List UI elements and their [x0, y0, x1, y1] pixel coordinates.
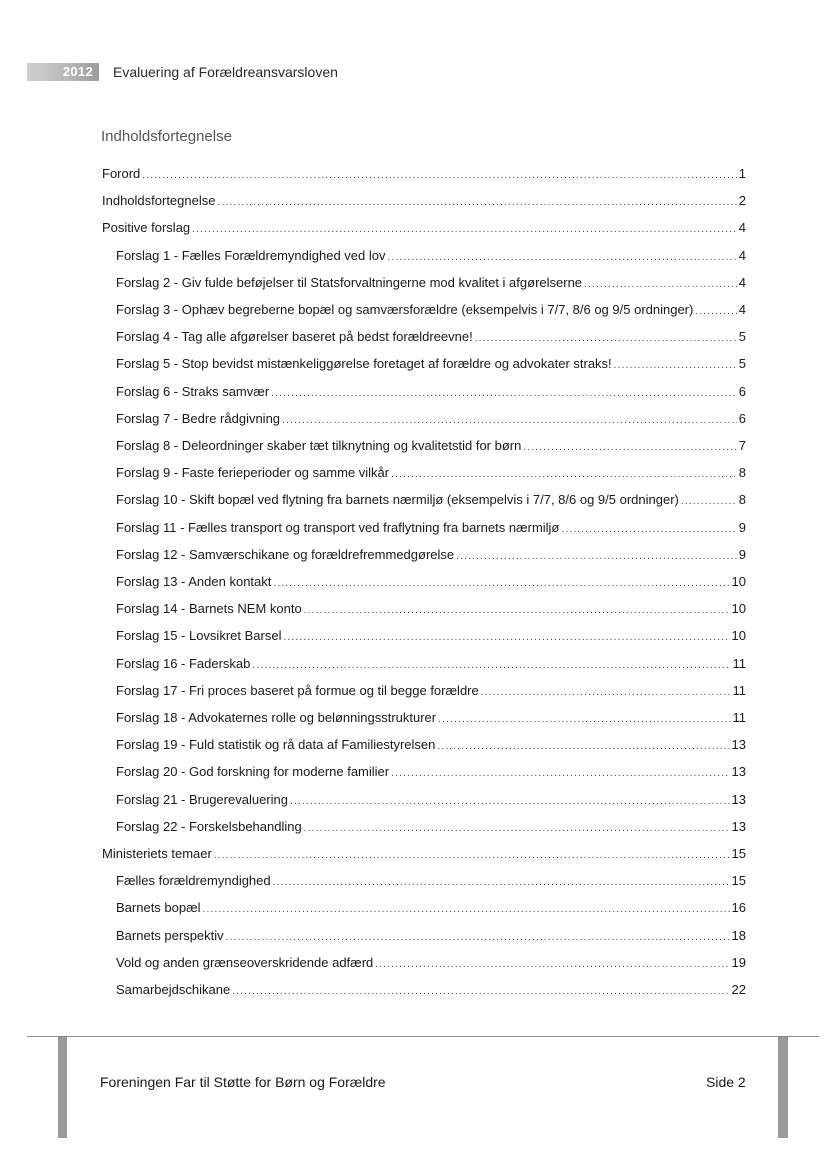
toc-entry-label: Forslag 19 - Fuld statistik og rå data af Familiestyrelsen	[116, 737, 436, 752]
toc-entry-page: 13	[731, 792, 746, 807]
toc-entry[interactable]	[116, 900, 746, 918]
footer-page-number: Side 2	[706, 1074, 746, 1090]
toc-entry-label: Forslag 1 - Fælles Forældremyndighed ved lov	[116, 248, 386, 263]
toc-leader-dots	[226, 932, 730, 943]
toc-entry-page: 1	[738, 166, 746, 181]
toc-entry-page: 10	[731, 601, 746, 616]
toc-entry-page: 9	[738, 547, 746, 562]
toc-entry-label: Forslag 17 - Fri proces baseret på formue og til begge forældre	[116, 683, 479, 698]
toc-leader-dots	[192, 224, 737, 235]
year-label: 2012	[62, 64, 93, 79]
toc-entry-page: 7	[738, 438, 746, 453]
toc-leader-dots	[437, 741, 729, 752]
toc-entry-label: Samarbejdschikane	[116, 982, 231, 997]
toc-entry-page: 5	[738, 329, 746, 344]
toc-entry-label: Barnets perspektiv	[116, 928, 224, 943]
document-title: Evaluering af Forældreansvarsloven	[113, 64, 338, 80]
toc-entry-label: Forslag 7 - Bedre rådgivning	[116, 411, 281, 426]
toc-entry-label: Forslag 13 - Anden kontakt	[116, 574, 272, 589]
toc-leader-dots	[142, 170, 736, 181]
toc-leader-dots	[273, 578, 729, 589]
footer-organization: Foreningen Far til Støtte for Børn og Forældre	[100, 1074, 386, 1090]
toc-leader-dots	[523, 442, 736, 453]
toc-entry-label: Forslag 12 - Samværschikane og forældrefremmedgørelse	[116, 547, 455, 562]
toc-entry-page: 4	[738, 302, 746, 317]
toc-entry[interactable]	[116, 520, 746, 538]
toc-leader-dots	[232, 986, 729, 997]
toc-entry[interactable]	[116, 547, 746, 565]
toc-leader-dots	[252, 660, 730, 671]
footer-right-bar	[778, 1037, 788, 1138]
toc-leader-dots	[203, 904, 730, 915]
toc-entry[interactable]	[102, 220, 746, 238]
toc-leader-dots	[438, 714, 730, 725]
toc-leader-dots	[214, 850, 730, 861]
toc-entry-page: 4	[738, 275, 746, 290]
toc-entry[interactable]	[116, 302, 746, 320]
footer-left-bar	[58, 1037, 67, 1138]
toc-entry-page: 8	[738, 492, 746, 507]
toc-entry[interactable]	[116, 329, 746, 347]
toc-leader-dots	[391, 768, 729, 779]
toc-entry-page: 22	[731, 982, 746, 997]
toc-entry-label: Indholdsfortegnelse	[102, 193, 216, 208]
toc-entry[interactable]	[116, 574, 746, 592]
toc-entry-label: Forord	[102, 166, 141, 181]
toc-leader-dots	[481, 687, 731, 698]
toc-entry[interactable]	[116, 438, 746, 456]
toc-entry-label: Forslag 21 - Brugerevaluering	[116, 792, 288, 807]
toc-leader-dots	[584, 279, 737, 290]
toc-leader-dots	[271, 388, 737, 399]
toc-entry-label: Forslag 3 - Ophæv begreberne bopæl og samværsforældre (eksempelvis i 7/7, 8/6 og 9/5 ordninger)	[116, 302, 694, 317]
toc-entry[interactable]	[116, 601, 746, 619]
toc-entry-page: 19	[731, 955, 746, 970]
toc-entry-page: 5	[738, 356, 746, 371]
toc-entry[interactable]	[116, 873, 746, 891]
toc-entry-label: Forslag 9 - Faste ferieperioder og samme vilkår	[116, 465, 390, 480]
toc-entry[interactable]	[116, 710, 746, 728]
toc-leader-dots	[475, 333, 737, 344]
toc-entry[interactable]	[116, 384, 746, 402]
toc-entry-page: 13	[731, 737, 746, 752]
toc-leader-dots	[304, 605, 730, 616]
toc-entry[interactable]	[116, 737, 746, 755]
toc-entry[interactable]	[102, 846, 746, 864]
toc-entry-label: Forslag 22 - Forskelsbehandling	[116, 819, 302, 834]
toc-leader-dots	[681, 496, 737, 507]
toc-leader-dots	[290, 796, 730, 807]
toc-leader-dots	[304, 823, 730, 834]
toc-entry-label: Vold og anden grænseoverskridende adfærd	[116, 955, 374, 970]
toc-entry-page: 6	[738, 411, 746, 426]
toc-entry[interactable]	[116, 656, 746, 674]
toc-entry-label: Forslag 15 - Lovsikret Barsel	[116, 628, 282, 643]
footer-divider	[27, 1036, 819, 1037]
toc-entry-label: Forslag 5 - Stop bevidst mistænkeliggørelse foretaget af forældre og advokater straks!	[116, 356, 612, 371]
toc-entry[interactable]	[116, 492, 746, 510]
toc-entry[interactable]	[116, 411, 746, 429]
toc-entry-label: Forslag 6 - Straks samvær	[116, 384, 270, 399]
toc-leader-dots	[273, 877, 730, 888]
toc-entry[interactable]	[116, 982, 746, 1000]
toc-entry-label: Forslag 10 - Skift bopæl ved flytning fra barnets nærmiljø (eksempelvis i 7/7, 8/6 og 9/5 ordninger)	[116, 492, 679, 507]
year-badge	[27, 63, 99, 81]
toc-entry-page: 4	[738, 248, 746, 263]
toc-entry[interactable]	[116, 928, 746, 946]
toc-entry-label: Forslag 11 - Fælles transport og transport ved fraflytning fra barnets nærmiljø	[116, 520, 560, 535]
toc-entry[interactable]	[102, 193, 746, 211]
toc-entry-label: Forslag 20 - God forskning for moderne familier	[116, 764, 390, 779]
toc-entry[interactable]	[116, 764, 746, 782]
toc-leader-dots	[695, 306, 736, 317]
toc-entry[interactable]	[116, 819, 746, 837]
toc-entry-label: Forslag 14 - Barnets NEM konto	[116, 601, 302, 616]
toc-entry-label: Forslag 18 - Advokaternes rolle og belønningsstrukturer	[116, 710, 437, 725]
toc-entry-page: 2	[738, 193, 746, 208]
toc-leader-dots	[375, 959, 729, 970]
toc-leader-dots	[283, 632, 729, 643]
toc-entry[interactable]	[116, 628, 746, 646]
toc-leader-dots	[217, 197, 736, 208]
toc-entry-page: 16	[731, 900, 746, 915]
toc-entry-page: 9	[738, 520, 746, 535]
toc-entry-page: 11	[732, 683, 746, 698]
toc-entry-label: Fælles forældremyndighed	[116, 873, 271, 888]
toc-leader-dots	[391, 469, 737, 480]
toc-entry[interactable]	[116, 683, 746, 701]
toc-entry[interactable]	[116, 465, 746, 483]
toc-entry-page: 15	[731, 846, 746, 861]
toc-entry-label: Forslag 16 - Faderskab	[116, 656, 251, 671]
toc-entry-page: 6	[738, 384, 746, 399]
toc-leader-dots	[561, 524, 736, 535]
toc-entry-label: Positive forslag	[102, 220, 191, 235]
toc-entry-label: Ministeriets temaer	[102, 846, 212, 861]
toc-entry[interactable]	[116, 792, 746, 810]
toc-leader-dots	[282, 415, 737, 426]
toc-entry-page: 10	[731, 574, 746, 589]
toc-entry-page: 4	[738, 220, 746, 235]
toc-entry-label: Barnets bopæl	[116, 900, 201, 915]
toc-entry-page: 13	[731, 819, 746, 834]
toc-entry[interactable]	[116, 955, 746, 973]
toc-leader-dots	[388, 252, 737, 263]
toc-entry-page: 10	[731, 628, 746, 643]
toc-entry[interactable]	[116, 356, 746, 374]
toc-leader-dots	[614, 360, 737, 371]
toc-entry-label: Forslag 4 - Tag alle afgørelser baseret på bedst forældreevne!	[116, 329, 473, 344]
toc-entry-page: 8	[738, 465, 746, 480]
toc-entry-label: Forslag 8 - Deleordninger skaber tæt tilknytning og kvalitetstid for børn	[116, 438, 522, 453]
toc-entry-page: 11	[732, 710, 746, 725]
toc-entry[interactable]	[102, 166, 746, 184]
toc-entry-page: 15	[731, 873, 746, 888]
toc-entry-page: 11	[732, 656, 746, 671]
toc-leader-dots	[456, 551, 737, 562]
toc-entry-page: 13	[731, 764, 746, 779]
toc-entry-page: 18	[731, 928, 746, 943]
toc-entry-label: Forslag 2 - Giv fulde beføjelser til Statsforvaltningerne mod kvalitet i afgørelserne	[116, 275, 583, 290]
toc-entry[interactable]	[116, 248, 746, 266]
toc-entry[interactable]	[116, 275, 746, 293]
toc-heading: Indholdsfortegnelse	[101, 128, 232, 145]
